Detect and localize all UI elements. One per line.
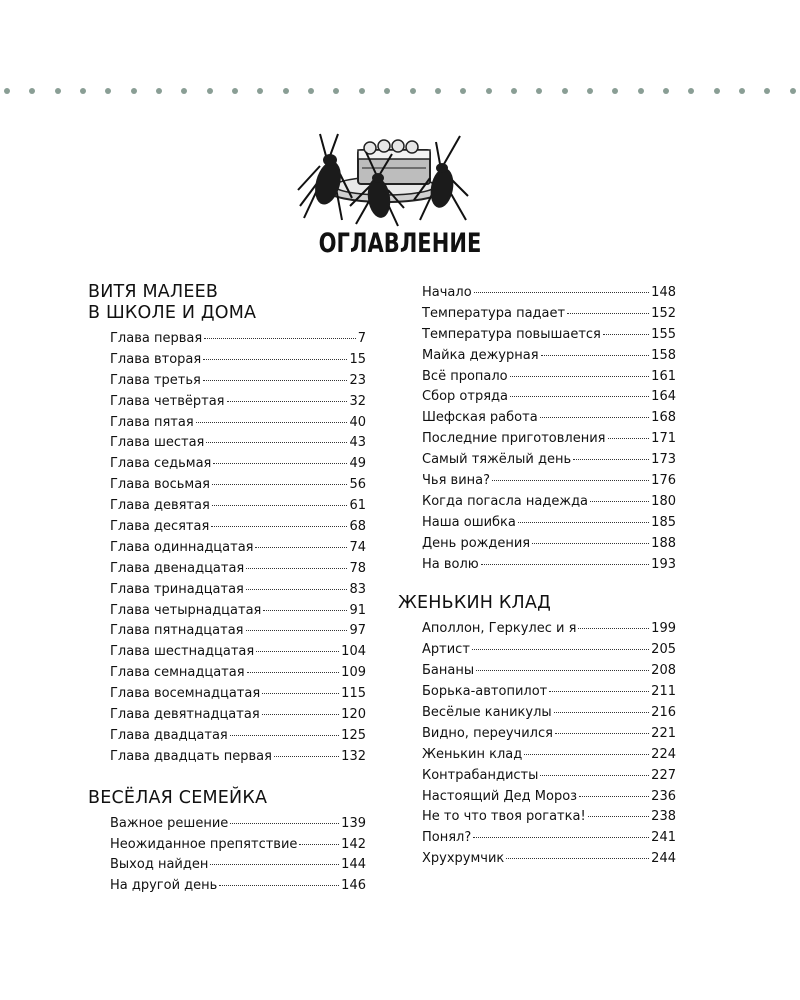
toc-entry-page: 168 [651,410,676,426]
toc-entry[interactable] [398,807,676,828]
toc-entry[interactable] [88,371,366,392]
divider-dot [790,88,796,94]
dot-leader [518,522,649,523]
toc-entry[interactable] [88,642,366,663]
divider-dot [105,88,111,94]
toc-entry-title: На другой день [110,878,218,894]
dot-leader [255,547,347,548]
dot-leader [603,334,649,335]
toc-entry-page: 142 [341,836,366,852]
toc-entry-title: Последние приготовления [422,431,606,447]
toc-entry-page: 173 [651,452,676,468]
dot-leader [230,823,339,824]
dot-leader [262,714,340,715]
toc-entry-title: Глава двенадцатая [110,560,245,576]
toc-entry-title: Женькин клад [422,746,523,762]
divider-dot [359,88,365,94]
toc-entry[interactable] [398,724,676,745]
toc-entry-title: Бананы [422,663,475,679]
toc-entry-page: 97 [349,623,366,639]
toc-entry-page: 139 [341,815,366,831]
toc-entry-page: 236 [651,788,676,804]
toc-entry-page: 43 [349,435,366,451]
toc-entry-page: 158 [651,347,676,363]
divider-dot [80,88,86,94]
toc-entry[interactable] [398,367,676,388]
divider-dot [55,88,61,94]
toc-entry-title: Наша ошибка [422,514,516,530]
toc-entry-page: 241 [651,830,676,846]
divider-dot [612,88,618,94]
toc-entry[interactable] [88,559,366,580]
dot-leader [472,649,649,650]
section-title [88,788,366,809]
toc-entry[interactable] [88,517,366,538]
dot-leader [227,401,348,402]
section-title-line: ЖЕНЬКИН КЛАД [398,593,551,614]
toc-entry[interactable] [398,429,676,450]
toc-entry-title: Важное решение [110,815,229,831]
toc-entry-title: Глава седьмая [110,456,212,472]
toc-entry-title: Борька-автопилот [422,684,548,700]
toc-entry-page: 176 [651,473,676,489]
toc-entry[interactable] [88,350,366,371]
divider-dot [156,88,162,94]
toc-entry[interactable] [88,621,366,642]
toc-entry[interactable] [398,534,676,555]
dot-leader [541,355,650,356]
dot-leader [555,733,649,734]
dot-leader [262,693,339,694]
toc-entry[interactable] [398,745,676,766]
toc-entry-title: Глава десятая [110,519,210,535]
toc-entry-title: Артист [422,642,470,658]
toc-entry-page: 155 [651,326,676,342]
toc-entry-page: 188 [651,535,676,551]
divider-dot [131,88,137,94]
toc-entry[interactable] [398,513,676,534]
toc-entry-title: Начало [422,285,472,300]
dot-leader [567,313,649,314]
dot-leader [510,396,649,397]
dot-leader [524,754,649,755]
section-title-line: В ШКОЛЕ И ДОМА [88,303,257,323]
toc-entry-page: 146 [341,878,366,894]
divider-dot [207,88,213,94]
toc-entry-title: Аполлон, Геркулес и я [422,621,577,637]
toc-entry-page: 224 [651,746,676,762]
divider-dot [283,88,289,94]
divider-dot [663,88,669,94]
toc-entry-title: Неожиданное препятствие [110,836,298,852]
dot-leader [256,651,339,652]
dot-leader [212,484,347,485]
toc-entry-title: Глава вторая [110,351,202,367]
toc-entry-page: 221 [651,725,676,741]
dot-leader [510,376,650,377]
toc-column-left [88,282,366,897]
toc-entry-title: Глава четырнадцатая [110,602,262,618]
divider-dot [511,88,517,94]
dot-leader [590,501,649,502]
dot-leader [204,338,356,339]
dot-leader [211,526,347,527]
toc-entry[interactable] [88,538,366,559]
toc-entry[interactable] [398,682,676,703]
toc-entry-page: 49 [349,456,366,472]
divider-dot [333,88,339,94]
divider-dot [739,88,745,94]
toc-entry-title: Глава восемнадцатая [110,686,261,702]
toc-entry-page: 56 [349,477,366,493]
toc-entry-title: Выход найден [110,857,209,873]
toc-entry-page: 227 [651,767,676,783]
toc-entry-title: Глава первая [110,331,203,346]
toc-entry-page: 74 [349,539,366,555]
dot-leader [203,380,348,381]
toc-entry-page: 104 [341,644,366,660]
divider-dot [232,88,238,94]
toc-entry[interactable] [88,876,366,897]
toc-entry-page: 180 [651,493,676,509]
toc-entry[interactable] [398,387,676,408]
divider-dot [460,88,466,94]
toc-entry-page: 164 [651,389,676,405]
page-title: ОГЛАВЛЕНИЕ [318,228,482,259]
toc-entry-title: Видно, переучился [422,725,553,741]
divider-dot [764,88,770,94]
toc-entry-page: 152 [651,305,676,321]
divider-dot [29,88,35,94]
dot-leader [476,670,649,671]
dot-leader [549,691,649,692]
toc-entry-title: Глава двадцать первая [110,748,272,764]
toc-entry-page: 91 [349,602,366,618]
dot-leader [196,422,348,423]
toc-entry-title: Весёлые каникулы [422,705,552,721]
dot-leader [246,630,348,631]
toc-entry[interactable] [88,835,366,856]
toc-entry[interactable] [398,661,676,682]
dot-leader [473,837,649,838]
toc-entry-page: 23 [349,372,366,388]
toc-entry-title: Глава пятая [110,414,194,430]
divider-dot [714,88,720,94]
toc-entry-title: Глава пятнадцатая [110,623,244,639]
toc-entry-title: День рождения [422,535,531,551]
toc-entry[interactable] [398,450,676,471]
toc-entry-page: 115 [341,686,366,702]
toc-entry-title: Глава шестнадцатая [110,644,255,660]
dot-leader [219,885,339,886]
toc-entry[interactable] [398,283,676,304]
toc-entry-page: 216 [651,705,676,721]
dot-leader [210,864,339,865]
divider-dot [536,88,542,94]
dot-leader [540,417,650,418]
toc-entry-title: Глава одиннадцатая [110,539,254,555]
dot-leader [274,756,339,757]
toc-entry[interactable] [88,454,366,475]
toc-entry-page: 7 [357,331,366,346]
dot-leader [474,292,650,293]
toc-entry-title: Самый тяжёлый день [422,452,572,468]
toc-entry[interactable] [398,304,676,325]
toc-entry-title: Температура повышается [422,326,601,342]
dot-leader [608,438,650,439]
toc-entry-title: Когда погасла надежда [422,493,589,509]
toc-entry-page: 205 [651,642,676,658]
toc-entry[interactable] [88,814,366,835]
toc-entry-page: 161 [651,368,676,384]
toc-entry-title: Всё пропало [422,368,508,384]
dot-leader [540,775,649,776]
toc-entry[interactable] [398,787,676,808]
toc-entry-title: Глава шестая [110,435,205,451]
toc-entry-page: 238 [651,809,676,825]
toc-entry[interactable] [88,601,366,622]
toc-entry-page: 211 [651,684,676,700]
toc-entry[interactable] [398,828,676,849]
dot-leader [554,712,650,713]
divider-dot [4,88,10,94]
section-title-line: ВЕСЁЛАЯ СЕМЕЙКА [88,787,268,808]
toc-entry[interactable] [398,325,676,346]
toc-entry-page: 68 [349,519,366,535]
toc-entry-title: Глава четвёртая [110,393,225,409]
dot-leader [212,505,348,506]
dot-leader [588,816,650,817]
toc-entry-title: Глава тринадцатая [110,581,244,597]
toc-entry[interactable] [398,555,676,576]
toc-entry-title: Глава двадцатая [110,727,228,743]
toc-entry-page: 193 [651,556,676,572]
divider-dot [410,88,416,94]
toc-entry[interactable] [398,849,676,870]
toc-entry-page: 15 [349,351,366,367]
toc-list [398,283,676,575]
toc-entry[interactable] [88,705,366,726]
dot-leader [203,359,347,360]
dot-leader [573,459,649,460]
toc-entry-title: Глава девятая [110,498,210,514]
toc-entry-page: 125 [341,727,366,743]
dot-leader [213,463,347,464]
toc-entry-page: 132 [341,748,366,764]
toc-entry-page: 244 [651,851,676,867]
divider-dot [688,88,694,94]
divider-dot [257,88,263,94]
divider-dot [308,88,314,94]
dotted-divider [0,84,800,98]
dot-leader [246,589,348,590]
toc-entry[interactable] [398,766,676,787]
toc-entry-page: 185 [651,514,676,530]
toc-entry[interactable] [88,663,366,684]
toc-entry-title: Настоящий Дед Мороз [422,788,578,804]
divider-dot [181,88,187,94]
toc-entry[interactable] [88,475,366,496]
divider-dot [486,88,492,94]
toc-entry-page: 144 [341,857,366,873]
toc-entry-title: Глава третья [110,372,201,388]
toc-entry[interactable] [88,684,366,705]
toc-entry-page: 78 [349,560,366,576]
toc-entry[interactable] [88,747,366,768]
toc-entry[interactable] [88,433,366,454]
toc-entry-page: 199 [651,621,676,637]
toc-entry[interactable] [88,413,366,434]
toc-entry-title: Хрухрумчик [422,851,505,867]
toc-entry[interactable] [88,580,366,601]
toc-entry[interactable] [398,640,676,661]
toc-entry-title: Контрабандисты [422,767,539,783]
toc-entry-title: Чья вина? [422,473,491,489]
divider-dot [587,88,593,94]
toc-entry-page: 83 [349,581,366,597]
toc-entry-title: Глава восьмая [110,477,210,493]
toc-entry[interactable] [88,496,366,517]
dot-leader [246,568,347,569]
toc-entry-title: Глава семнадцатая [110,665,245,681]
toc-entry-title: Сбор отряда [422,389,508,405]
toc-entry-title: Не то что твоя рогатка! [422,809,586,825]
toc-entry-title: Майка дежурная [422,347,539,363]
toc-entry[interactable] [88,392,366,413]
dot-leader [206,442,347,443]
toc-list [88,814,366,898]
toc-entry[interactable] [398,492,676,513]
toc-entry[interactable] [398,619,676,640]
toc-entry[interactable] [88,329,366,350]
toc-entry-page: 208 [651,663,676,679]
divider-dot [638,88,644,94]
section-title [398,593,676,614]
toc-entry-page: 120 [341,707,366,723]
dot-leader [263,610,347,611]
dot-leader [230,735,339,736]
toc-entry[interactable] [88,855,366,876]
toc-entry[interactable] [398,408,676,429]
toc-entry-page: 148 [651,285,676,300]
dot-leader [481,564,649,565]
divider-dot [562,88,568,94]
dot-leader [578,628,649,629]
toc-entry-title: Глава девятнадцатая [110,707,260,723]
dot-leader [492,480,649,481]
toc-entry[interactable] [398,703,676,724]
toc-list [88,329,366,768]
toc-entry-title: Понял? [422,830,472,846]
section-title-line: ВИТЯ МАЛЕЕВ [88,282,219,302]
toc-entry-page: 171 [651,431,676,447]
toc-entry-page: 32 [349,393,366,409]
toc-list [398,619,676,870]
toc-entry[interactable] [398,471,676,492]
divider-dot [435,88,441,94]
dot-leader [532,543,649,544]
toc-entry[interactable] [398,346,676,367]
cockroaches-and-cake-illustration [290,128,480,228]
toc-entry-page: 109 [341,665,366,681]
dot-leader [579,796,649,797]
section-title [88,282,366,324]
dot-leader [506,858,649,859]
dot-leader [247,672,340,673]
dot-leader [299,844,339,845]
divider-dot [384,88,390,94]
toc-entry-title: Температура падает [422,305,566,321]
toc-column-right [398,283,676,870]
toc-entry-page: 40 [349,414,366,430]
toc-entry-title: На волю [422,556,479,572]
toc-entry-page: 61 [349,498,366,514]
toc-entry-title: Шефская работа [422,410,538,426]
toc-entry[interactable] [88,726,366,747]
